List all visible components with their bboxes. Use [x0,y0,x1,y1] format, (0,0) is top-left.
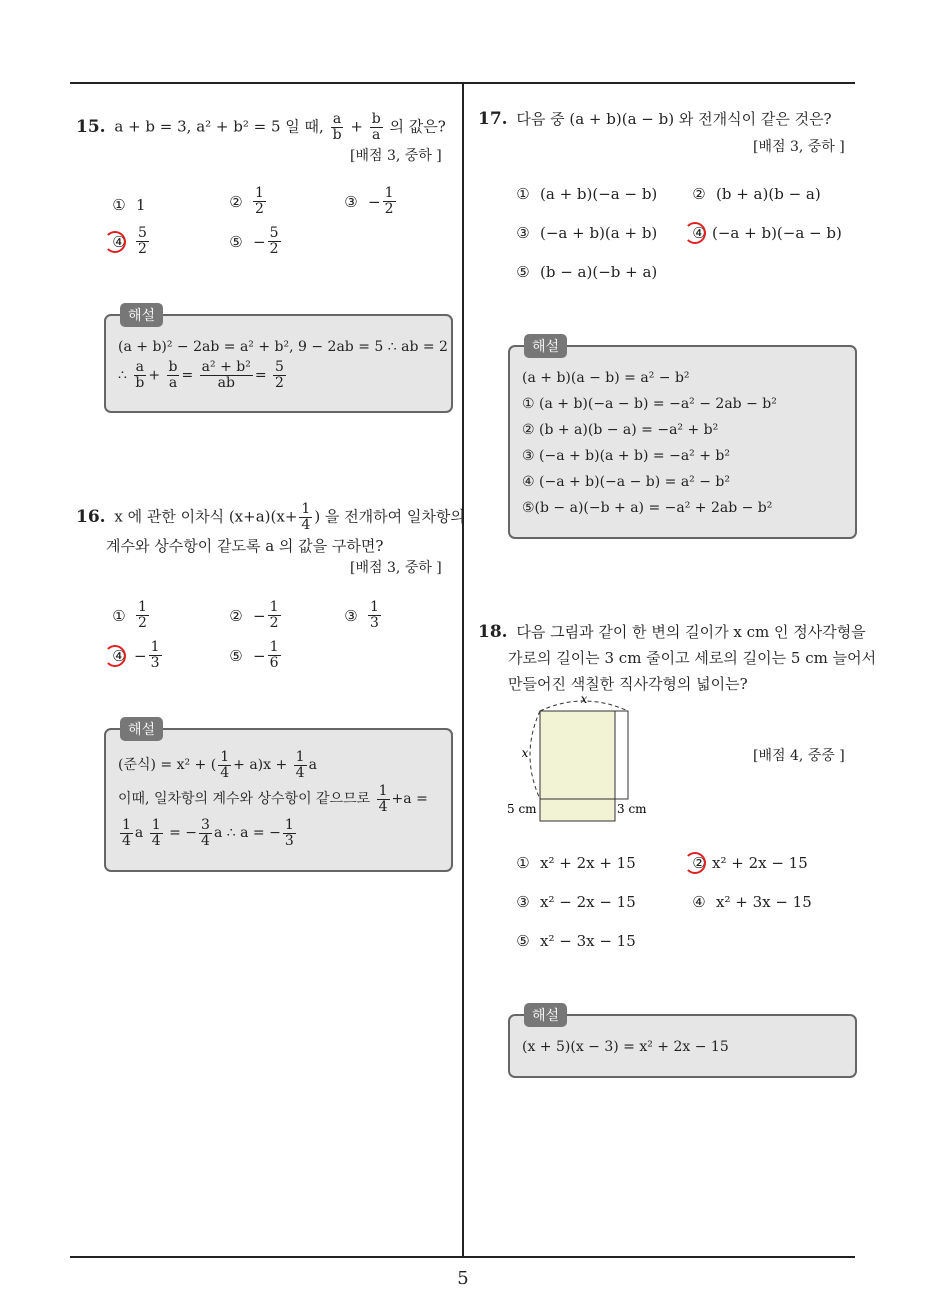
minus-sign: − [253,646,266,665]
question-text: 만들어진 색칠한 직사각형의 넓이는? [508,675,748,693]
minus-sign: − [253,606,266,625]
choice-value: $\frac{1}{2}$ [255,185,264,217]
label-3cm: 3 cm [617,802,647,816]
choice-value: x² + 3x − 15 [716,893,812,911]
solution-label: 해설 [120,717,163,741]
choice-1[interactable] [108,600,151,631]
choice-3[interactable] [340,600,383,631]
choice-number: ② [229,192,243,211]
choice-1[interactable] [108,196,146,214]
answer-circle-mark [684,852,706,874]
choice-number-answer: ④ [108,233,130,251]
page-number: 5 [457,1268,469,1289]
solution-line: $\frac{1}{4}$ a $\frac{1}{4}$ = − $\frac{3}{4}$ a ∴ a = − $\frac{1}{3}$ [122,816,294,849]
choice-number-answer: ② [688,854,710,872]
question-number: 15. [76,116,106,137]
solution-line: (준식) = x² + ( $\frac{1}{4}$ + a)x + $\frac{1}{4}$ a [118,748,317,781]
choice-value: (−a + b)(a + b) [540,224,658,242]
choice-value: x² + 2x + 15 [540,854,636,872]
solution-line: 이때, 일차항의 계수와 상수항이 같으므로 $\frac{1}{4}$ +a = [118,782,428,815]
question-text: 다음 중 (a + b)(a − b) 와 전개식이 같은 것은? [516,110,832,128]
choice-number: ① [112,196,126,214]
choice-value: (−a + b)(−a − b) [712,224,842,242]
question-text: a + b = 3, a² + b² = 5 일 때, [114,117,324,136]
choice-2[interactable] [688,854,808,872]
choice-value: x² + 2x − 15 [712,854,808,872]
choice-value: $\frac{1}{3}$ [150,639,160,671]
choice-number-answer: ④ [108,647,130,665]
plus-sign: + [350,117,363,136]
question-text: 계수와 상수항이 같도록 a 의 값을 구하면? [106,537,384,555]
choice-2[interactable] [225,186,268,217]
choice-value: x² − 3x − 15 [540,932,636,950]
choice-5[interactable] [225,640,283,671]
label-x-top: x [580,693,588,706]
choice-value: (b + a)(b − a) [716,185,821,203]
solution-line: ⑤(b − a)(−b + a) = −a² + 2ab − b² [522,500,773,516]
choice-value: $\frac{1}{3}$ [370,599,379,631]
solution-line: (a + b)² − 2ab = a² + b², 9 − 2ab = 5 ∴ ab = 2 [118,339,448,355]
choice-value: (a + b)(−a − b) [540,185,658,203]
question-16 [76,502,465,559]
question-15 [76,112,446,143]
question-text: 가로의 길이는 3 cm 줄이고 세로의 길이는 5 cm 늘어서 [508,649,877,667]
solution-label: 해설 [120,303,163,327]
solution-line: ② (b + a)(b − a) = −a² + b² [522,422,719,438]
choice-2[interactable] [225,600,283,631]
choice-5[interactable] [225,226,283,257]
question-number: 16. [76,506,106,527]
solution-line: (a + b)(a − b) = a² − b² [522,370,690,386]
choice-4[interactable] [108,226,151,257]
question-text: 의 값은? [389,117,446,136]
minus-sign: − [253,232,266,251]
solution-label: 해설 [524,1003,567,1027]
column-divider [462,83,464,1258]
solution-line: ① (a + b)(−a − b) = −a² − 2ab − b² [522,396,777,412]
question-text: 다음 그림과 같이 한 변의 길이가 x cm 인 정사각형을 [516,623,866,641]
fraction: $\frac{a}{b}$ [332,111,342,143]
rectangle-diagram [505,693,655,828]
choice-2[interactable] [688,185,821,203]
score-tag: [배점 3, 중하 ] [350,560,442,576]
solution-box-17 [508,339,857,539]
choice-number: ③ [516,224,530,242]
choice-1[interactable] [512,185,657,203]
choice-1[interactable] [512,854,636,872]
score-tag: [배점 3, 중하 ] [350,148,442,164]
minus-sign: − [368,192,381,211]
choice-value: $\frac{1}{2}$ [269,599,279,631]
choice-number: ⑤ [229,232,243,251]
fraction: $\frac{1}{4}$ [301,501,311,533]
choice-number: ② [692,185,706,203]
choice-number: ② [229,606,243,625]
choice-number: ③ [344,606,358,625]
score-tag: [배점 4, 중중 ] [753,748,845,764]
choice-value: x² − 2x − 15 [540,893,636,911]
solution-box-15 [104,308,453,413]
answer-circle-mark [684,222,706,244]
choice-number: ③ [344,192,358,211]
solution-line: (x + 5)(x − 3) = x² + 2x − 15 [522,1039,729,1055]
solution-label: 해설 [524,334,567,358]
choice-number-answer: ④ [688,224,710,242]
solution-line: ④ (−a + b)(−a − b) = a² − b² [522,474,730,490]
answer-circle-mark [104,231,126,253]
choice-number: ⑤ [516,932,530,950]
choice-5[interactable] [512,932,636,950]
choice-value: $\frac{1}{2}$ [384,185,394,217]
choice-4[interactable] [688,224,842,242]
choice-value: $\frac{1}{2}$ [138,599,147,631]
choice-3[interactable] [340,186,398,217]
label-5cm: 5 cm [507,802,537,816]
question-number: 18. [478,622,508,642]
question-17 [478,106,832,132]
choice-3[interactable] [512,893,636,911]
question-text: ) 을 전개하여 일차항의 [314,507,465,526]
question-18 [478,619,876,697]
choice-value: $\frac{5}{2}$ [138,225,147,257]
question-number: 17. [478,109,508,129]
choice-number: ④ [692,893,706,911]
choice-number: ⑤ [229,646,243,665]
bottom-rule [70,1256,855,1258]
choice-number: ⑤ [516,263,530,281]
question-text: x 에 관한 이차식 (x+a)(x+ [114,507,298,526]
choice-number: ① [112,606,126,625]
choice-number: ① [516,854,530,872]
fraction: $\frac{b}{a}$ [371,111,381,143]
choice-3[interactable] [512,224,657,242]
solution-line: ③ (−a + b)(a + b) = −a² + b² [522,448,730,464]
choice-value: (b − a)(−b + a) [540,263,658,281]
left-dashed-arc [530,711,540,799]
choice-4[interactable] [108,640,164,671]
shaded-rectangle [540,711,615,821]
score-tag: [배점 3, 중하 ] [753,139,845,155]
answer-circle-mark [104,645,126,667]
solution-box-16 [104,722,453,872]
choice-4[interactable] [688,893,812,911]
solution-box-18 [508,1008,857,1078]
choice-5[interactable] [512,263,657,281]
choice-number: ① [516,185,530,203]
choice-number: ③ [516,893,530,911]
choice-value: $\frac{5}{2}$ [269,225,279,257]
minus-sign: − [134,646,147,665]
choice-value: 1 [136,196,146,214]
choice-value: $\frac{1}{6}$ [269,639,279,671]
label-x-left: x [521,746,529,760]
solution-line: ∴ $\frac{a}{b}$ + $\frac{b}{a}$ = $\frac{\text{a² + b²}}{ab}$ = $\frac{5}{2}$ [118,359,284,391]
